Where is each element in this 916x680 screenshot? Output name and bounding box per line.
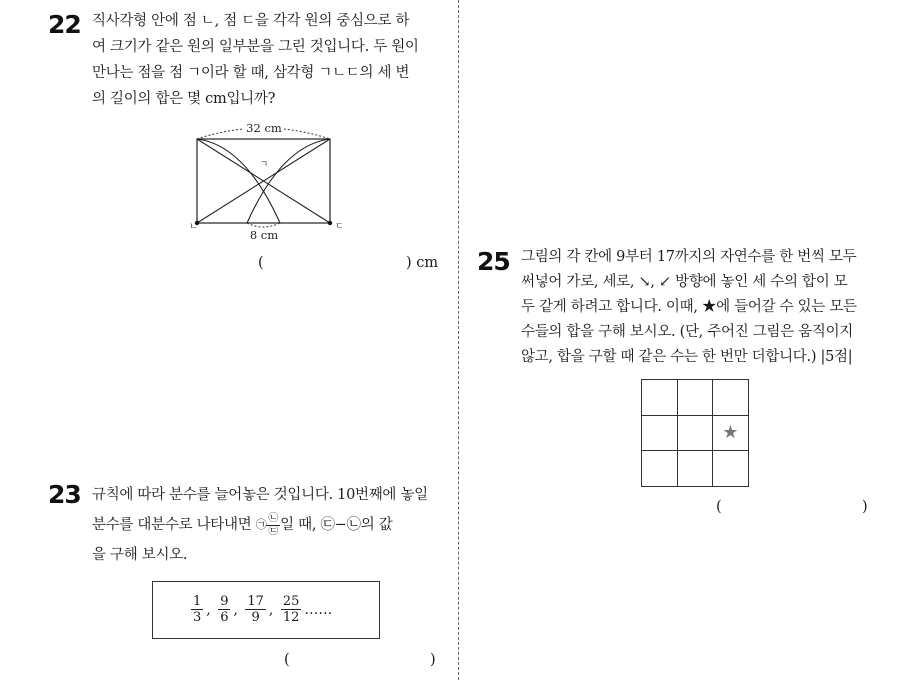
grid-cell [642,415,678,451]
question-23-text-part: 의 값 [360,517,393,533]
question-25-line: 두 같게 하려고 합니다. 이때, ★에 들어갈 수 있는 모든 [521,299,857,315]
question-23-line: 규칙에 따라 분수를 늘어놓은 것입니다. 10번째에 놓일 [92,487,428,503]
grid-cell [713,451,749,487]
fraction-numerator: 25 [282,594,300,609]
question-25-line: 않고, 합을 구할 때 같은 수는 한 번만 더합니다.) |5점| [521,349,853,365]
question-22-line: 직사각형 안에 점 ㄴ, 점 ㄷ을 각각 원의 중심으로 하 [92,13,410,29]
mixed-numerator: ㉡ [268,512,279,524]
column-divider [458,0,459,680]
fraction-denominator: 6 [220,610,229,625]
question-22-line: 여 크기가 같은 원의 일부분을 그린 것입니다. 두 원이 [92,39,419,55]
grid-cell [677,451,713,487]
point-right-label: ㄷ [335,222,344,232]
fraction [191,594,203,625]
arc-from-right [247,139,330,223]
question-23-line: 을 구해 보시오. [92,547,188,563]
fraction-numerator: 1 [193,594,202,609]
fraction [245,594,266,625]
fraction-numerator: 17 [247,594,264,609]
grid-row [642,415,749,451]
fraction-separator: , [233,601,238,618]
question-25-text [521,245,857,370]
grid-cell [642,380,678,416]
question-22-line: 의 길이의 합은 몇 cm입니까? [92,91,276,107]
grid-cell-star: ★ [713,415,749,451]
question-23-text-part: 분수를 대분수로 나타내면 [92,517,256,533]
question-25-answer-close: ) [862,499,868,515]
question-22-number: 22 [48,10,81,39]
fraction-sequence-box [152,581,380,639]
question-25-answer-open: ( [716,499,722,515]
question-22-figure [180,115,355,245]
question-23-line [92,510,428,540]
fraction-denominator: 9 [251,610,260,625]
expression-a: ㉢ [320,517,335,533]
question-23-text [92,480,428,570]
question-23-answer-close: ) [430,652,436,668]
fraction-numerator: 9 [220,594,229,609]
mixed-whole: ㉠ [255,518,267,531]
mixed-fraction [266,513,280,538]
top-dimension-label: 32 cm [246,121,282,135]
question-23-answer-open: ( [284,652,290,668]
expression-b: ㉡ [346,517,361,533]
question-22-answer-open: ( [258,255,264,271]
bottom-dimension-label: 8 cm [249,228,279,242]
fraction [281,594,302,625]
question-25-line: 그림의 각 칸에 9부터 17까지의 자연수를 한 번씩 모두 [521,249,857,265]
grid-cell [713,380,749,416]
grid-cell [642,451,678,487]
question-25-line: 써넣어 가로, 세로, ↘, ↙ 방향에 놓인 세 수의 합이 모 [521,274,848,290]
fraction-separator: , [206,601,211,618]
question-23-number: 23 [48,480,81,509]
fraction-separator: , [268,601,274,618]
mixed-denominator: ㉢ [268,525,279,537]
expression-operator: − [334,517,347,533]
question-23-text-part: 일 때, [280,517,321,533]
ellipsis: …… [304,601,333,618]
question-22-text [92,8,419,112]
question-25-number: 25 [477,247,510,276]
fraction-denominator: 3 [193,610,202,625]
grid-row [642,451,749,487]
question-22-answer-close: ) cm [406,255,439,271]
mixed-number [256,510,280,540]
grid-cell [677,380,713,416]
arc-from-left [197,139,280,223]
grid-cell [677,415,713,451]
fraction [218,594,230,625]
fraction-sequence [191,594,335,625]
grid-row [642,380,749,416]
point-left-label: ㄴ [189,222,198,232]
question-22-line: 만나는 점을 점 ㄱ이라 할 때, 삼각형 ㄱㄴㄷ의 세 변 [92,65,410,81]
question-25-line: 수들의 합을 구해 보시오. (단, 주어진 그림은 움직이지 [521,324,853,340]
point-top-label: ㄱ [259,160,269,170]
bottom-dimension-arc [247,223,280,227]
magic-square-grid [641,379,749,487]
fraction-denominator: 12 [282,610,300,625]
point-right [328,221,332,225]
